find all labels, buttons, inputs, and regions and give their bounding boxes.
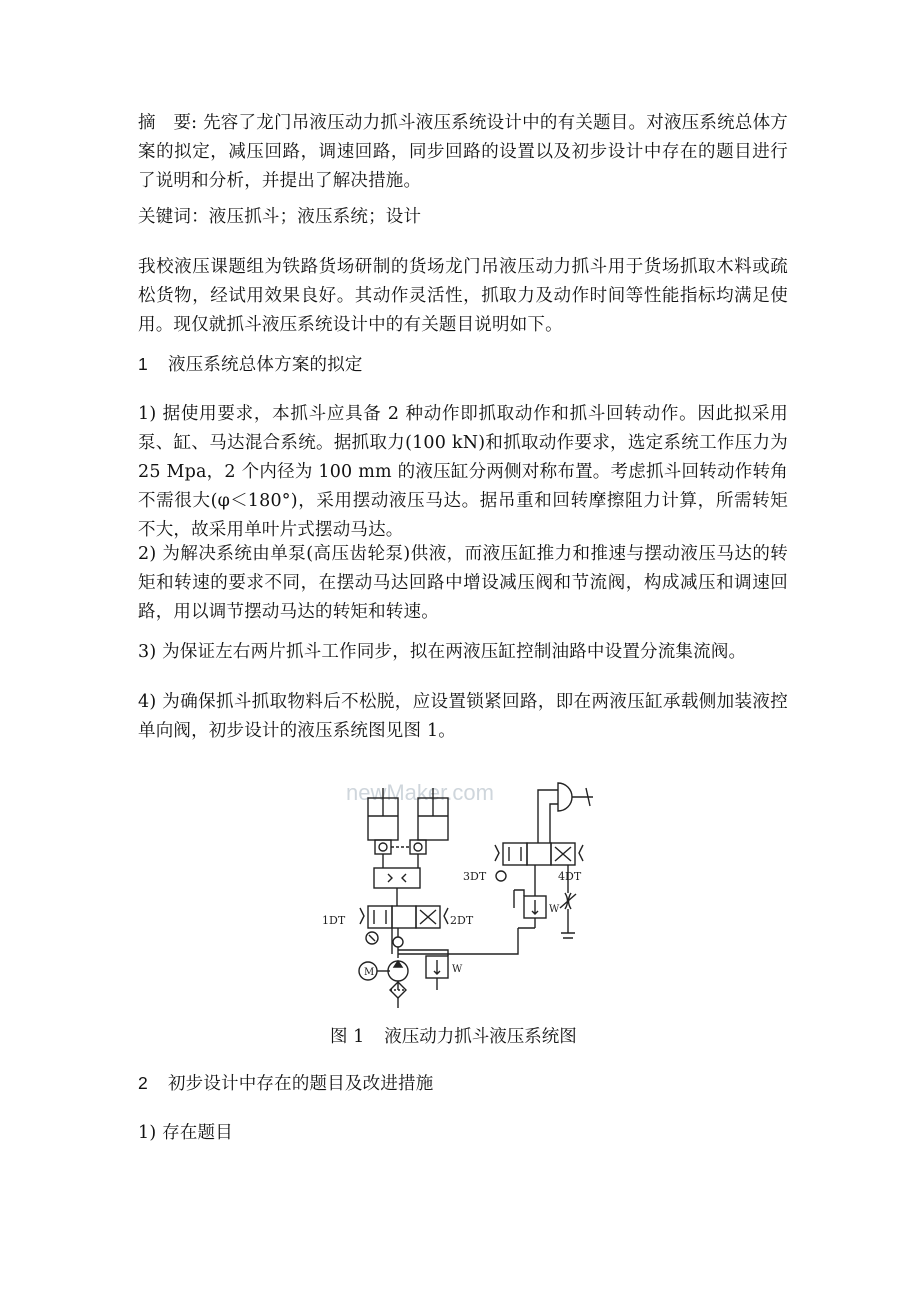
section-1-number: 1	[138, 354, 148, 374]
intro-paragraph: 我校液压课题组为铁路货场研制的货场龙门吊液压动力抓斗用于货场抓取木料或疏松货物，经试用效果良好。其动作灵活性，抓取力及动作时间等性能指标均满足使用。现仅就抓斗液压系统设计中的有关题目说明如下。	[138, 257, 788, 335]
pilot-check-valves	[375, 840, 426, 854]
label-3dt: 3DT	[463, 870, 487, 883]
pressure-gauge	[366, 932, 378, 944]
section-2-title: 初步设计中存在的题目及改进措施	[167, 1074, 434, 1094]
section-1-heading	[138, 350, 788, 380]
subsection-1-heading: 1) 存在题目	[138, 1123, 233, 1143]
watermark: newMaker.com	[346, 780, 494, 805]
item-3-paragraph: 3) 为保证左右两片抓斗工作同步，拟在两液压缸控制油路中设置分流集流阀。	[138, 642, 747, 662]
swing-hydraulic-motor	[538, 783, 593, 843]
relief-spring-label: W	[452, 964, 463, 975]
keywords-line: 关键词：液压抓斗；液压系统；设计	[138, 207, 422, 227]
relief-valve	[426, 956, 463, 990]
abstract-label: 摘 要:	[138, 113, 198, 133]
item-4-paragraph: 4) 为确保抓斗抓取物料后不松脱，应设置锁紧回路，即在两液压缸承载侧加装液控单向阀，初步设计的液压系统图见图 1。	[138, 692, 788, 741]
figure-caption-text: 液压动力抓斗液压系统图	[384, 1027, 577, 1047]
abstract-paragraph	[138, 109, 788, 196]
swing-gauge	[496, 871, 506, 881]
main-directional-valve	[360, 906, 448, 928]
item-2-paragraph: 2) 为解决系统由单泵(高压齿轮泵)供液，而液压缸推力和推速与摆动液压马达的转矩和转速的要求不同，在摆动马达回路中增设减压阀和节流阀，构成减压和调速回路，用以调节摆动马达的转矩和转速。	[138, 544, 788, 622]
pressure-reducing-valve	[514, 865, 560, 928]
pump-motor-unit	[359, 961, 408, 990]
figure-caption-number: 图 1	[330, 1027, 365, 1047]
reducing-spring-label: W	[549, 904, 560, 915]
figure-caption	[330, 1024, 577, 1050]
item-1-paragraph: 1) 据使用要求，本抓斗应具备 2 种动作即抓取动作和抓斗回转动作。因此拟采用泵、缸、马达混合系统。据抓取力(100 kN)和抓取动作要求，选定系统工作压力为 25 Mpa，2 个内径为 100 mm 的液压缸分两侧对称布置。考虑抓斗回转动作转角不需很大(φ＜180°)，采用摆动液压马达。据吊重和回转摩擦阻力计算，所需转矩不大，故采用单叶片式摆动马达。	[138, 404, 788, 540]
abstract-text: 先容了龙门吊液压动力抓斗液压系统设计中的有关题目。对液压系统总体方案的拟定，减压回路，调速回路，同步回路的设置以及初步设计中存在的题目进行了说明和分析，并提出了解决措施。	[138, 113, 788, 191]
label-1dt: 1DT	[322, 914, 346, 927]
motor-label: M	[364, 967, 375, 978]
label-2dt: 2DT	[450, 914, 474, 927]
section-2-number: 2	[138, 1073, 148, 1093]
section-1-title: 液压系统总体方案的拟定	[167, 355, 363, 375]
swing-directional-valve	[495, 843, 583, 865]
hydraulic-system-diagram	[318, 768, 608, 1013]
flow-divider-valve	[374, 854, 420, 906]
label-4dt: 4DT	[558, 870, 582, 883]
section-2-heading	[138, 1069, 788, 1099]
